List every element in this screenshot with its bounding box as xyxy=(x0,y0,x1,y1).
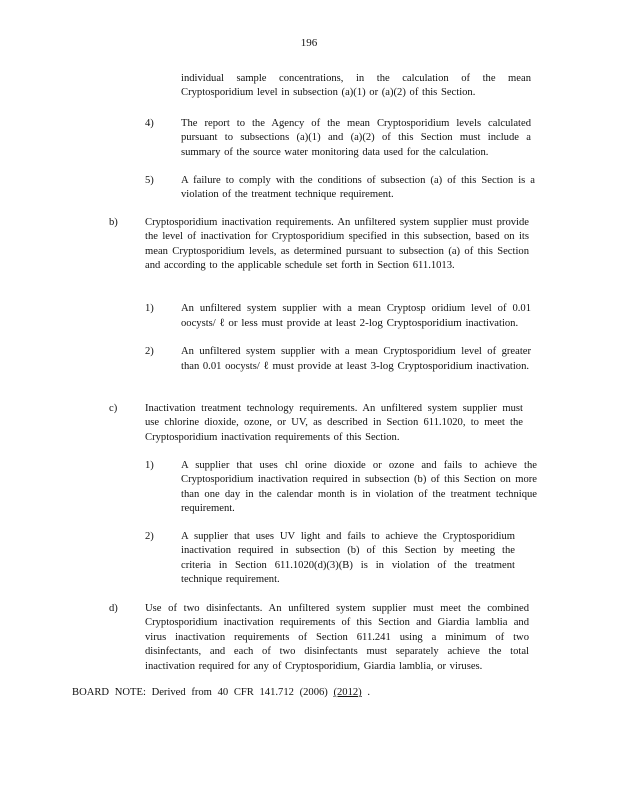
item-5-label: 5) xyxy=(145,175,154,186)
page-number: 196 xyxy=(300,37,318,49)
section-b-item-1-text-b: ℓ or less must provide at least 2-log Cryptosporidium xyxy=(219,317,462,330)
section-c-text: Inactivation treatment technology requirements. An unfiltered system supplier must use chlorine dioxide, ozone, or UV, as described in Section 611.1020, to meet the Cryptosporidium inactivation requirements of this Section. xyxy=(145,403,523,443)
board-note-text: BOARD NOTE: Derived from 40 CFR 141.712 (2006) xyxy=(72,687,328,698)
continuation-paragraph: individual sample concentrations, in the calculation of the mean Cryptosporidium level in subsection (a)(1) or (a)(2) of this Section. xyxy=(181,73,531,99)
section-c-label: c) xyxy=(109,403,118,414)
item-4-label: 4) xyxy=(145,118,154,129)
section-c-item-2-label: 2) xyxy=(145,531,154,542)
section-b-item-1-text xyxy=(181,302,531,332)
section-b-item-2-label: 2) xyxy=(145,346,154,357)
board-note-end: . xyxy=(367,687,371,698)
section-b-item-2-text xyxy=(181,345,531,375)
board-note-year: (2012) xyxy=(333,687,362,698)
item-5-text: A failure to comply with the conditions of subsection (a) of this Section is a violation of the treatment technique requirement. xyxy=(181,175,535,201)
section-c-item-2-text: A supplier that uses UV light and fails to achieve the Cryptosporidium inactivation required in subsection (b) of this Section by meeting the criteria in Section 611.1020(d)(3)(B) is in violation of the treatment technique requirement. xyxy=(181,531,515,586)
section-b-item-1-label: 1) xyxy=(145,303,154,314)
section-c-item-1-label: 1) xyxy=(145,460,154,471)
item-4-text: The report to the Agency of the mean Cryptosporidium levels calculated pursuant to subsections (a)(1) and (a)(2) of this Section must include a summary of the source water monitoring data used for the calculation. xyxy=(181,118,531,158)
section-b-text: Cryptosporidium inactivation requirements. An unfiltered system supplier must provide the level of inactivation for Cryptosporidium specified in this subsection, based on its mean Cryptosporidium levels, as determined pursuant to subsection (a) of this Section and according to the applicable schedule set forth in Section 611.1013. xyxy=(145,217,529,272)
section-b-item-1-text-c: inactivation. xyxy=(465,318,519,330)
section-b-item-1-text-a: An unfiltered system supplier with a mean Cryptosp oridium level of 0.01 oocysts/ xyxy=(181,303,531,330)
section-b-item-2-text-c: inactivation. xyxy=(476,361,530,373)
board-note xyxy=(72,686,492,700)
section-b-item-2-text-b: ℓ must provide at least 3-log Cryptosporidium xyxy=(263,360,473,373)
section-d-label: d) xyxy=(109,603,118,614)
section-c-item-1-text: A supplier that uses chl orine dioxide or ozone and fails to achieve the Cryptosporidium inactivation required in subsection (b) of this Section on more than one day in the calendar month is in violation of the treatment technique requirement. xyxy=(181,460,537,515)
section-b-item-2-text-a: An unfiltered system supplier with a mean Cryptosporidium level of greater than 0.01 oocysts/ xyxy=(181,346,531,373)
section-b-label: b) xyxy=(109,217,118,228)
section-d-text: Use of two disinfectants. An unfiltered system supplier must meet the combined Cryptosporidium inactivation requirements of this Section and Giardia lamblia and virus inactivation requirements of Section 611.241 using a minimum of two disinfectants, and each of two disinfectants must separately achieve the total inactivation required for any of Cryptosporidium, Giardia lamblia, or viruses. xyxy=(145,603,529,672)
